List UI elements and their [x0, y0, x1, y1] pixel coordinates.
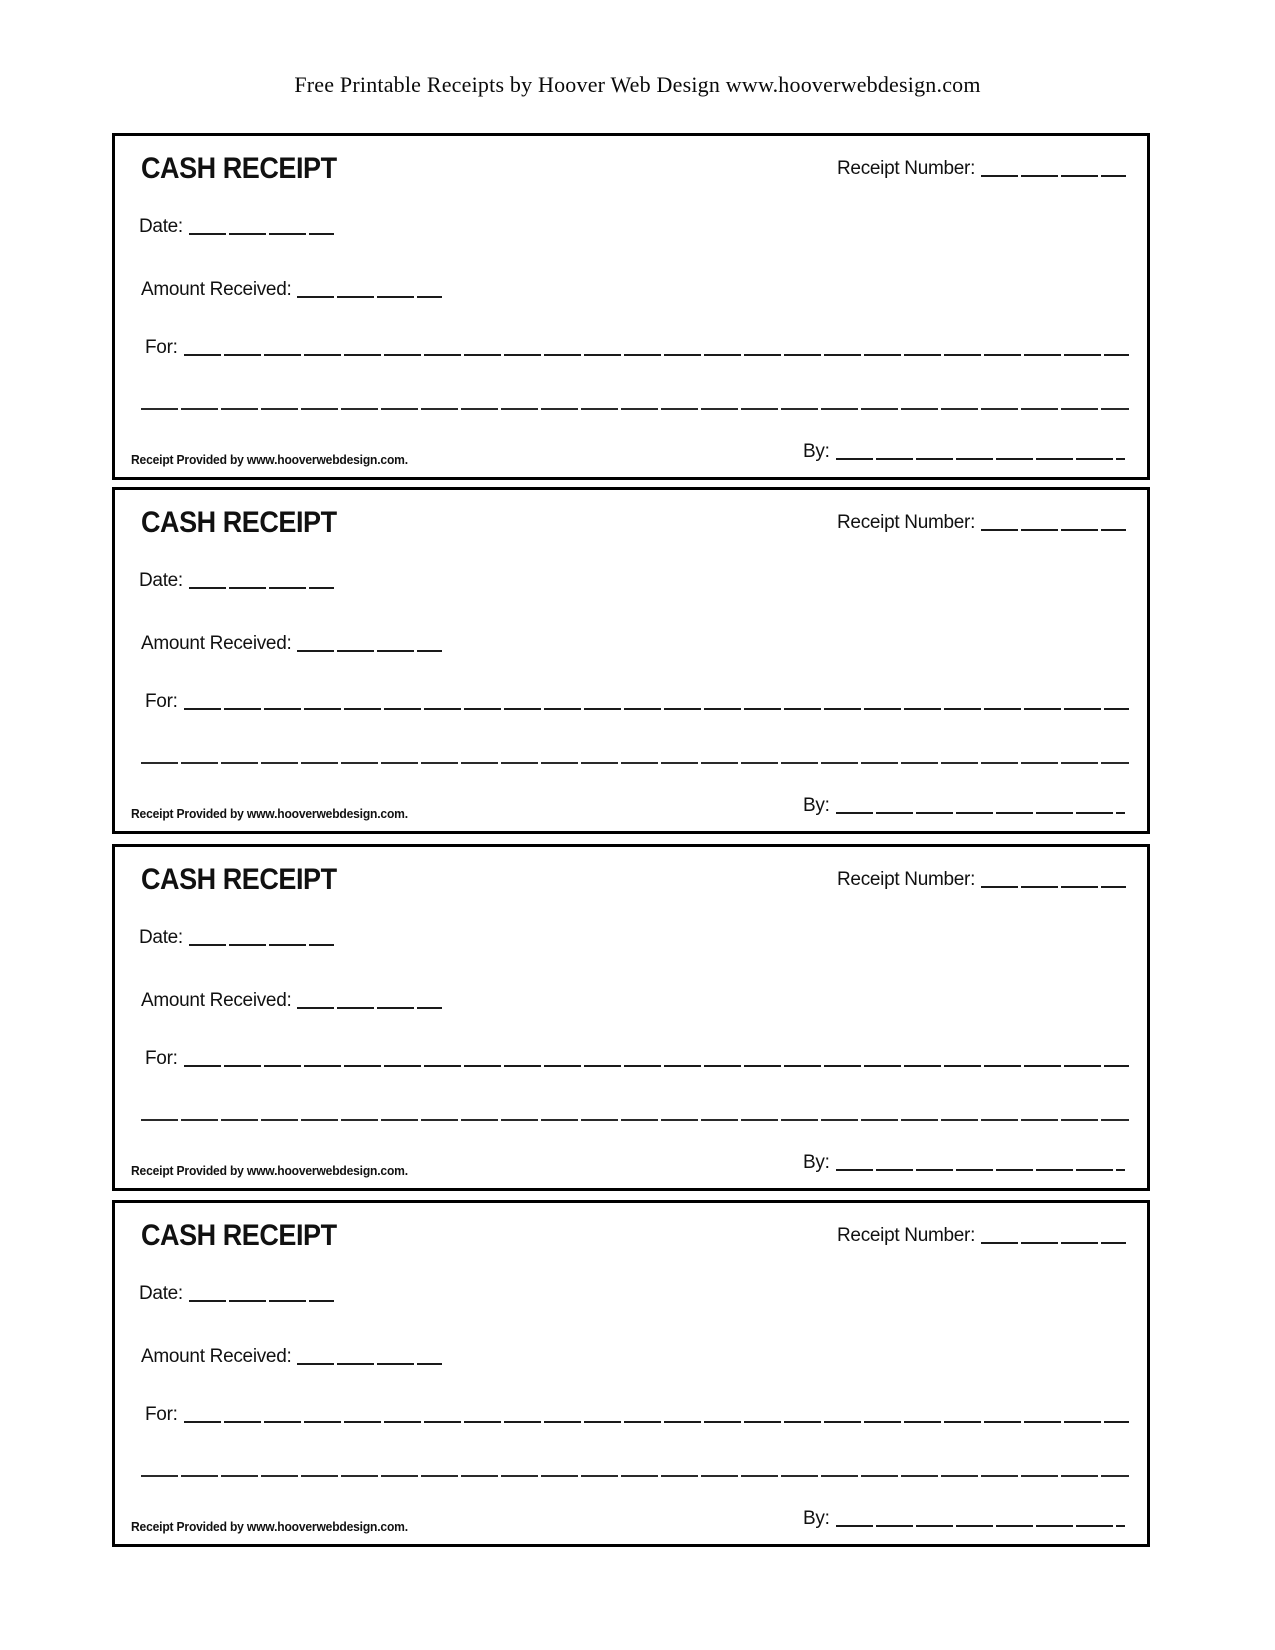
for-continuation-blank-line [141, 762, 1129, 764]
for-row [145, 691, 1129, 713]
receipt-title: CASH RECEIPT [141, 152, 337, 185]
for-blank-line [184, 708, 1129, 710]
date-row [139, 1283, 334, 1305]
amount-received-label: Amount Received: [141, 1346, 292, 1367]
by-row [803, 795, 1125, 817]
by-row [803, 1152, 1125, 1174]
by-label: By: [803, 441, 830, 462]
provider-note: Receipt Provided by www.hooverwebdesign.com. [131, 1163, 408, 1178]
by-blank-line [836, 1169, 1125, 1171]
amount-received-blank-line [297, 1363, 442, 1365]
receipt-number-blank-line [981, 886, 1126, 888]
receipt-title: CASH RECEIPT [141, 1219, 337, 1252]
amount-received-label: Amount Received: [141, 633, 292, 654]
receipt-number-blank-line [981, 1242, 1126, 1244]
date-label: Date: [139, 570, 183, 591]
amount-received-row [141, 633, 442, 655]
provider-note: Receipt Provided by www.hooverwebdesign.com. [131, 806, 408, 821]
receipt-number-row [837, 869, 1126, 891]
by-label: By: [803, 795, 830, 816]
date-row [139, 570, 334, 592]
amount-received-label: Amount Received: [141, 990, 292, 1011]
by-label: By: [803, 1508, 830, 1529]
for-blank-line [184, 1421, 1129, 1423]
amount-received-row [141, 279, 442, 301]
by-blank-line [836, 458, 1125, 460]
receipt-number-row [837, 1225, 1126, 1247]
for-blank-line [184, 354, 1129, 356]
date-blank-line [189, 587, 334, 589]
by-blank-line [836, 812, 1125, 814]
for-continuation-blank-line [141, 408, 1129, 410]
date-row [139, 927, 334, 949]
receipt-card-2 [112, 487, 1150, 834]
date-label: Date: [139, 1283, 183, 1304]
amount-received-row [141, 990, 442, 1012]
date-label: Date: [139, 927, 183, 948]
for-row [145, 1048, 1129, 1070]
by-blank-line [836, 1525, 1125, 1527]
amount-received-row [141, 1346, 442, 1368]
amount-received-blank-line [297, 1007, 442, 1009]
for-continuation-blank-line [141, 1475, 1129, 1477]
page-header: Free Printable Receipts by Hoover Web Design www.hooverwebdesign.com [294, 72, 981, 97]
for-continuation-blank-line [141, 1119, 1129, 1121]
receipt-number-blank-line [981, 175, 1126, 177]
date-blank-line [189, 944, 334, 946]
date-blank-line [189, 1300, 334, 1302]
provider-note: Receipt Provided by www.hooverwebdesign.com. [131, 1519, 408, 1534]
receipt-title: CASH RECEIPT [141, 863, 337, 896]
provider-note: Receipt Provided by www.hooverwebdesign.com. [131, 452, 408, 467]
for-label: For: [145, 1048, 178, 1069]
receipt-card-1 [112, 133, 1150, 480]
date-label: Date: [139, 216, 183, 237]
by-row [803, 441, 1125, 463]
amount-received-blank-line [297, 650, 442, 652]
receipt-card-3 [112, 844, 1150, 1191]
receipt-card-4 [112, 1200, 1150, 1547]
receipt-number-label: Receipt Number: [837, 869, 976, 890]
for-label: For: [145, 691, 178, 712]
by-label: By: [803, 1152, 830, 1173]
date-row [139, 216, 334, 238]
for-label: For: [145, 337, 178, 358]
receipt-number-blank-line [981, 529, 1126, 531]
for-label: For: [145, 1404, 178, 1425]
receipt-title: CASH RECEIPT [141, 506, 337, 539]
for-blank-line [184, 1065, 1129, 1067]
receipt-number-row [837, 158, 1126, 180]
date-blank-line [189, 233, 334, 235]
for-row [145, 1404, 1129, 1426]
receipt-number-label: Receipt Number: [837, 1225, 976, 1246]
receipt-number-label: Receipt Number: [837, 158, 976, 179]
amount-received-label: Amount Received: [141, 279, 292, 300]
by-row [803, 1508, 1125, 1530]
amount-received-blank-line [297, 296, 442, 298]
receipt-number-row [837, 512, 1126, 534]
receipt-number-label: Receipt Number: [837, 512, 976, 533]
for-row [145, 337, 1129, 359]
